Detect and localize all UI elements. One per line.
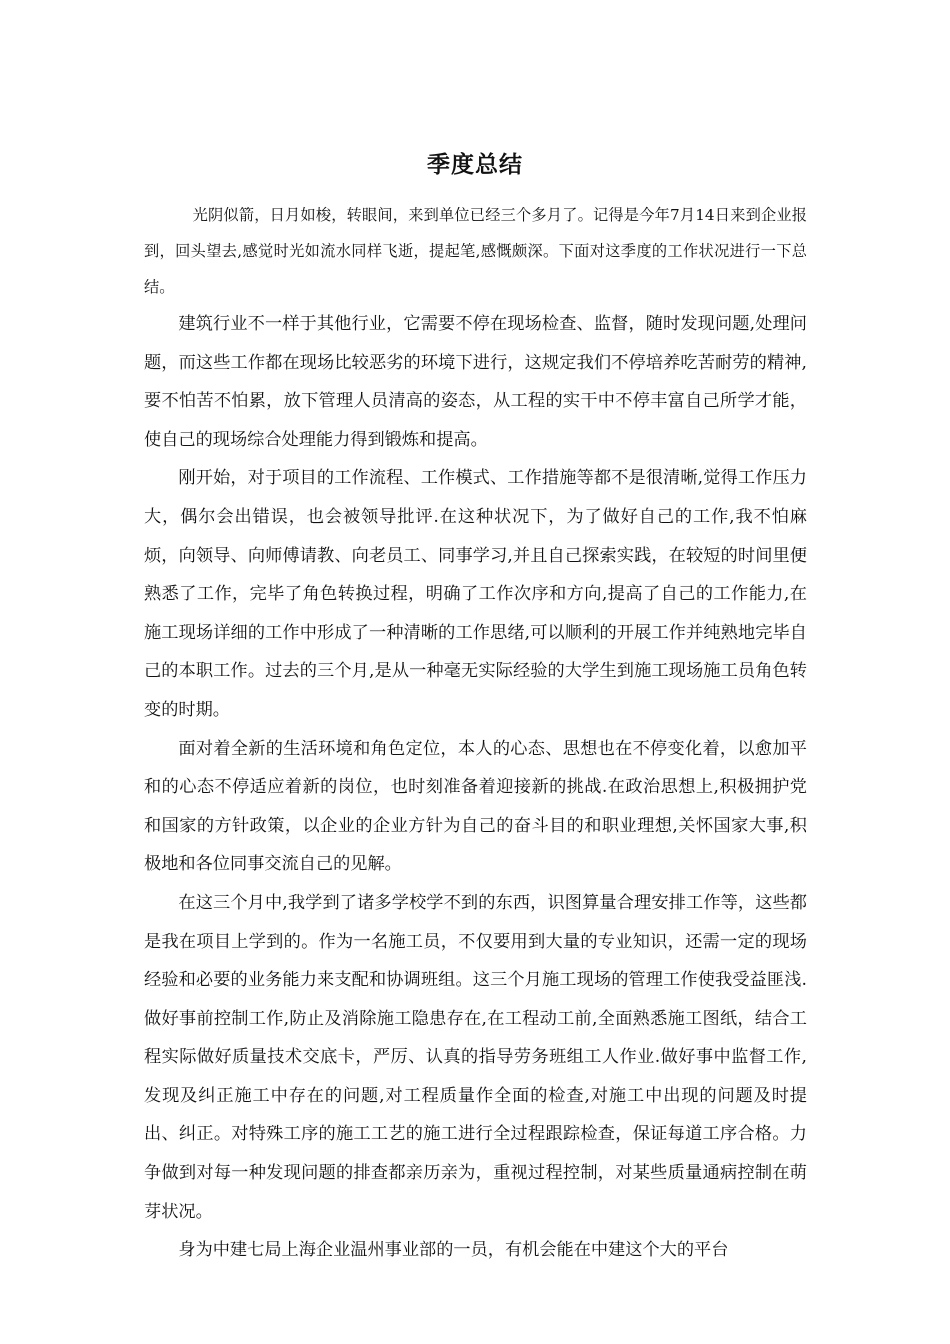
paragraph-industry: 建筑行业不一样于其他行业，它需要不停在现场检查、监督，随时发现问题,处理问题，而这些工作都在现场比较恶劣的环境下进行，这规定我们不停培养吃苦耐劳的精神,要不怕苦不怕累，放下管理人员清高的姿态，从工程的实干中不停丰富自己所学才能，使自己的现场综合处理能力得到锻炼和提高。 <box>144 314 807 450</box>
paragraph-intro: 光阴似箭，日月如梭，转眼间，来到单位已经三个多月了。记得是今年7月14日来到企业报到，回头望去,感觉时光如流水同样飞逝，提起笔,感慨颇深。下面对这季度的工作状况进行一下总结。 <box>144 206 807 296</box>
page-title: 季度总结 <box>427 151 523 179</box>
document-body <box>144 197 807 1270</box>
paragraph-beginning: 刚开始，对于项目的工作流程、工作模式、工作措施等都不是很清晰,觉得工作压力大，偶尔会出错误，也会被领导批评.在这种状况下，为了做好自己的工作,我不怕麻烦，向领导、向师傅请教、向老员工、同事学习,并且自己探索实践，在较短的时间里便熟悉了工作，完毕了角色转换过程，明确了工作次序和方向,提高了自己的工作能力,在施工现场详细的工作中形成了一种清晰的工作思绪,可以顺利的开展工作并纯熟地完毕自己的本职工作。过去的三个月,是从一种毫无实际经验的大学生到施工现场施工员角色转变的时期。 <box>144 468 807 720</box>
paragraph-closing: 身为中建七局上海企业温州事业部的一员，有机会能在中建这个大的平台 <box>178 1240 729 1261</box>
paragraph-mindset: 面对着全新的生活环境和角色定位，本人的心态、思想也在不停变化着，以愈加平和的心态不停适应着新的岗位，也时刻准备着迎接新的挑战.在政治思想上,积极拥护党和国家的方针政策，以企业的企业方针为自己的奋斗目的和职业理想,关怀国家大事,积极地和各位同事交流自己的见解。 <box>144 738 807 875</box>
paragraph-learning: 在这三个月中,我学到了诸多学校学不到的东西，识图算量合理安排工作等，这些都是我在项目上学到的。作为一名施工员，不仅要用到大量的专业知识，还需一定的现场经验和必要的业务能力来支配和协调班组。这三个月施工现场的管理工作使我受益匪浅.做好事前控制工作,防止及消除施工隐患存在,在工程动工前,全面熟悉施工图纸，结合工程实际做好质量技术交底卡，严厉、认真的指导劳务班组工人作业.做好事中监督工作,发现及纠正施工中存在的问题,对工程质量作全面的检查,对施工中出现的问题及时提出、纠正。对特殊工序的施工工艺的施工进行全过程跟踪检查，保证每道工序合格。力争做到对每一种发现问题的排查都亲历亲为，重视过程控制，对某些质量通病控制在萌芽状况。 <box>144 892 807 1222</box>
